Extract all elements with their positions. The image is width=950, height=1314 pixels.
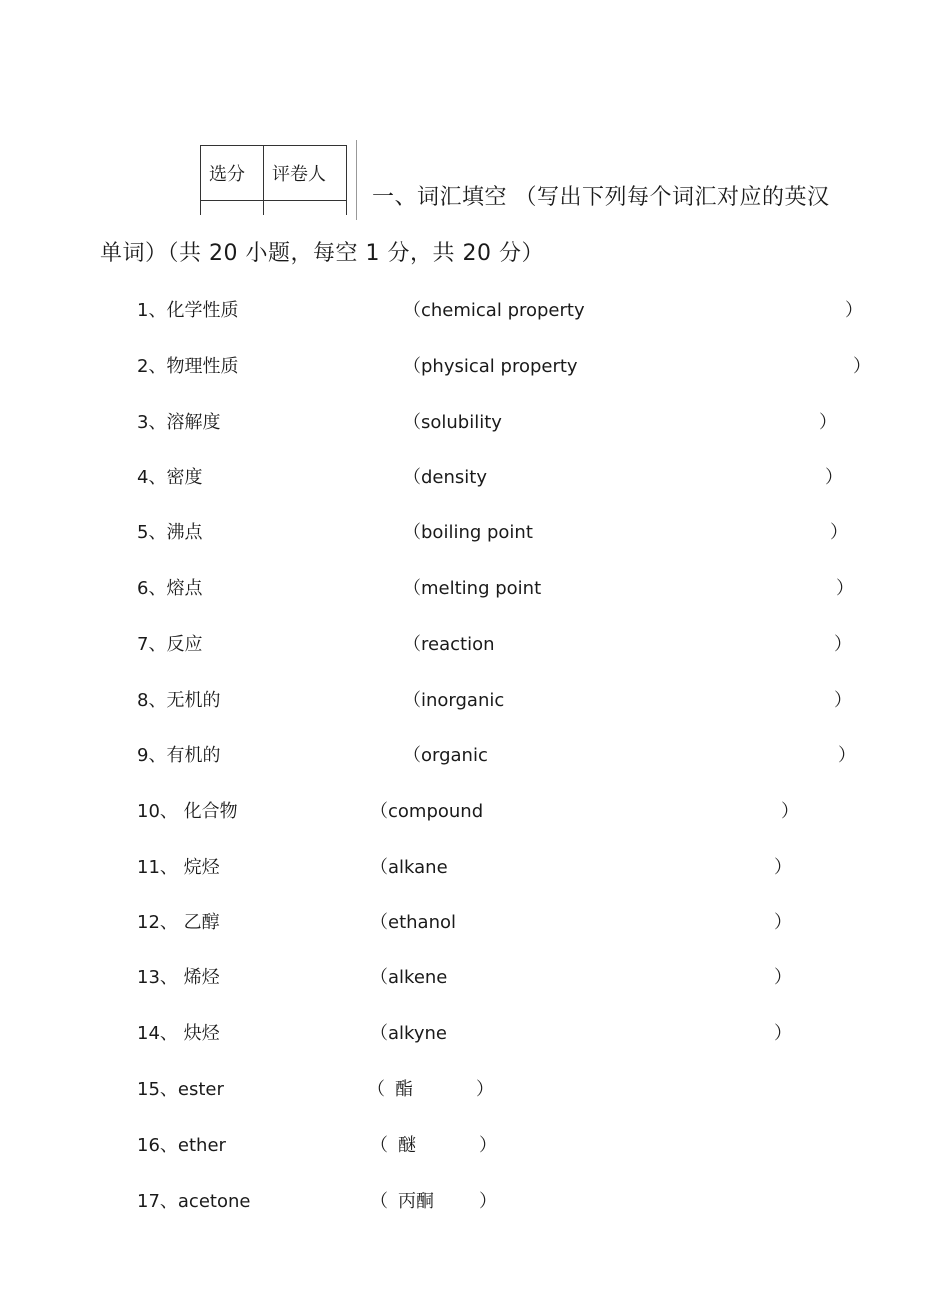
vocab-item xyxy=(137,574,937,600)
vocab-term: 17、acetone xyxy=(137,1191,251,1212)
close-paren: ） xyxy=(479,1135,497,1156)
vocab-term: 1、化学性质 xyxy=(137,300,239,321)
vocab-answer xyxy=(403,296,863,322)
answer-text: solubility xyxy=(421,412,502,433)
vocab-answer xyxy=(403,741,856,767)
answer-text: melting point xyxy=(421,578,542,599)
divider-line xyxy=(356,140,357,220)
vocab-answer xyxy=(403,408,837,434)
vocab-term: 7、反应 xyxy=(137,634,203,655)
vocab-term: 12、 乙醇 xyxy=(137,912,220,933)
answer-text: inorganic xyxy=(421,690,505,711)
vocab-term: 16、ether xyxy=(137,1135,226,1156)
grader-label: 评卷人 xyxy=(264,146,347,201)
open-paren: （ xyxy=(370,967,388,988)
vocab-item xyxy=(137,963,937,989)
vocab-item xyxy=(137,630,937,656)
vocab-item xyxy=(137,1075,937,1101)
open-paren: （ xyxy=(403,690,421,711)
answer-text: density xyxy=(421,467,487,488)
answer-text: compound xyxy=(388,801,484,822)
answer-text: 酯 xyxy=(395,1079,413,1100)
answer-text: alkyne xyxy=(388,1023,447,1044)
vocab-answer xyxy=(367,1075,494,1101)
open-paren: （ xyxy=(403,522,421,543)
vocab-term: 6、熔点 xyxy=(137,578,203,599)
vocab-term: 8、无机的 xyxy=(137,690,221,711)
close-paren: ） xyxy=(774,857,792,878)
vocab-answer xyxy=(370,908,792,934)
open-paren: （ xyxy=(403,578,421,599)
open-paren: （ xyxy=(370,912,388,933)
vocab-answer xyxy=(370,1019,792,1045)
vocab-term: 4、密度 xyxy=(137,467,203,488)
close-paren: ） xyxy=(834,634,852,655)
vocab-item xyxy=(137,1187,937,1213)
vocab-answer xyxy=(370,853,792,879)
vocab-item xyxy=(137,408,937,434)
vocab-answer xyxy=(403,686,852,712)
close-paren: ） xyxy=(836,578,854,599)
close-paren: ） xyxy=(774,1023,792,1044)
vocab-answer xyxy=(403,352,871,378)
open-paren: （ xyxy=(403,467,421,488)
vocab-answer xyxy=(370,797,799,823)
grader-cell xyxy=(264,201,347,216)
open-paren: （ xyxy=(403,300,421,321)
close-paren: ） xyxy=(774,912,792,933)
vocab-item xyxy=(137,296,937,322)
open-paren: （ xyxy=(403,745,421,766)
vocab-term: 10、 化合物 xyxy=(137,801,238,822)
section-heading-line1: 一、词汇填空 （写出下列每个词汇对应的英汉 xyxy=(372,185,830,210)
vocab-item xyxy=(137,853,937,879)
vocab-item xyxy=(137,686,937,712)
vocab-answer xyxy=(403,518,848,544)
vocab-item xyxy=(137,352,937,378)
open-paren: （ xyxy=(403,412,421,433)
vocab-item xyxy=(137,797,937,823)
vocab-term: 15、ester xyxy=(137,1079,224,1100)
close-paren: ） xyxy=(834,690,852,711)
answer-text: ethanol xyxy=(388,912,456,933)
score-table xyxy=(200,145,347,215)
vocab-answer xyxy=(370,1187,497,1213)
close-paren: ） xyxy=(819,412,837,433)
vocab-item xyxy=(137,1131,937,1157)
open-paren: （ xyxy=(370,1023,388,1044)
answer-text: boiling point xyxy=(421,522,533,543)
close-paren: ） xyxy=(838,745,856,766)
vocab-term: 5、沸点 xyxy=(137,522,203,543)
vocab-term: 14、 炔烃 xyxy=(137,1023,220,1044)
score-label: 选分 xyxy=(201,146,264,201)
vocab-answer xyxy=(403,574,854,600)
answer-text: physical property xyxy=(421,356,578,377)
vocab-term: 2、物理性质 xyxy=(137,356,239,377)
open-paren: （ xyxy=(403,634,421,655)
vocab-answer xyxy=(370,1131,497,1157)
close-paren: ） xyxy=(781,801,799,822)
vocab-term: 3、溶解度 xyxy=(137,412,221,433)
vocab-item xyxy=(137,518,937,544)
answer-text: alkene xyxy=(388,967,448,988)
close-paren: ） xyxy=(774,967,792,988)
close-paren: ） xyxy=(479,1191,497,1212)
answer-text: alkane xyxy=(388,857,448,878)
section-heading-line2: 单词）（共 20 小题，每空 1 分，共 20 分） xyxy=(100,241,544,266)
close-paren: ） xyxy=(825,467,843,488)
vocab-item xyxy=(137,908,937,934)
vocab-answer xyxy=(370,963,792,989)
vocab-term: 13、 烯烃 xyxy=(137,967,220,988)
vocab-answer xyxy=(403,463,843,489)
answer-text: 醚 xyxy=(398,1135,416,1156)
answer-text: reaction xyxy=(421,634,495,655)
vocab-item xyxy=(137,1019,937,1045)
answer-text: chemical property xyxy=(421,300,585,321)
vocab-answer xyxy=(403,630,852,656)
close-paren: ） xyxy=(845,300,863,321)
vocab-term: 9、有机的 xyxy=(137,745,221,766)
answer-text: organic xyxy=(421,745,488,766)
vocab-item xyxy=(137,463,937,489)
close-paren: ） xyxy=(853,356,871,377)
close-paren: ） xyxy=(830,522,848,543)
open-paren: （ xyxy=(367,1079,385,1100)
vocab-term: 11、 烷烃 xyxy=(137,857,220,878)
close-paren: ） xyxy=(476,1079,494,1100)
vocab-item xyxy=(137,741,937,767)
open-paren: （ xyxy=(370,857,388,878)
open-paren: （ xyxy=(403,356,421,377)
open-paren: （ xyxy=(370,1191,388,1212)
answer-text: 丙酮 xyxy=(398,1191,434,1212)
open-paren: （ xyxy=(370,801,388,822)
score-cell xyxy=(201,201,264,216)
open-paren: （ xyxy=(370,1135,388,1156)
